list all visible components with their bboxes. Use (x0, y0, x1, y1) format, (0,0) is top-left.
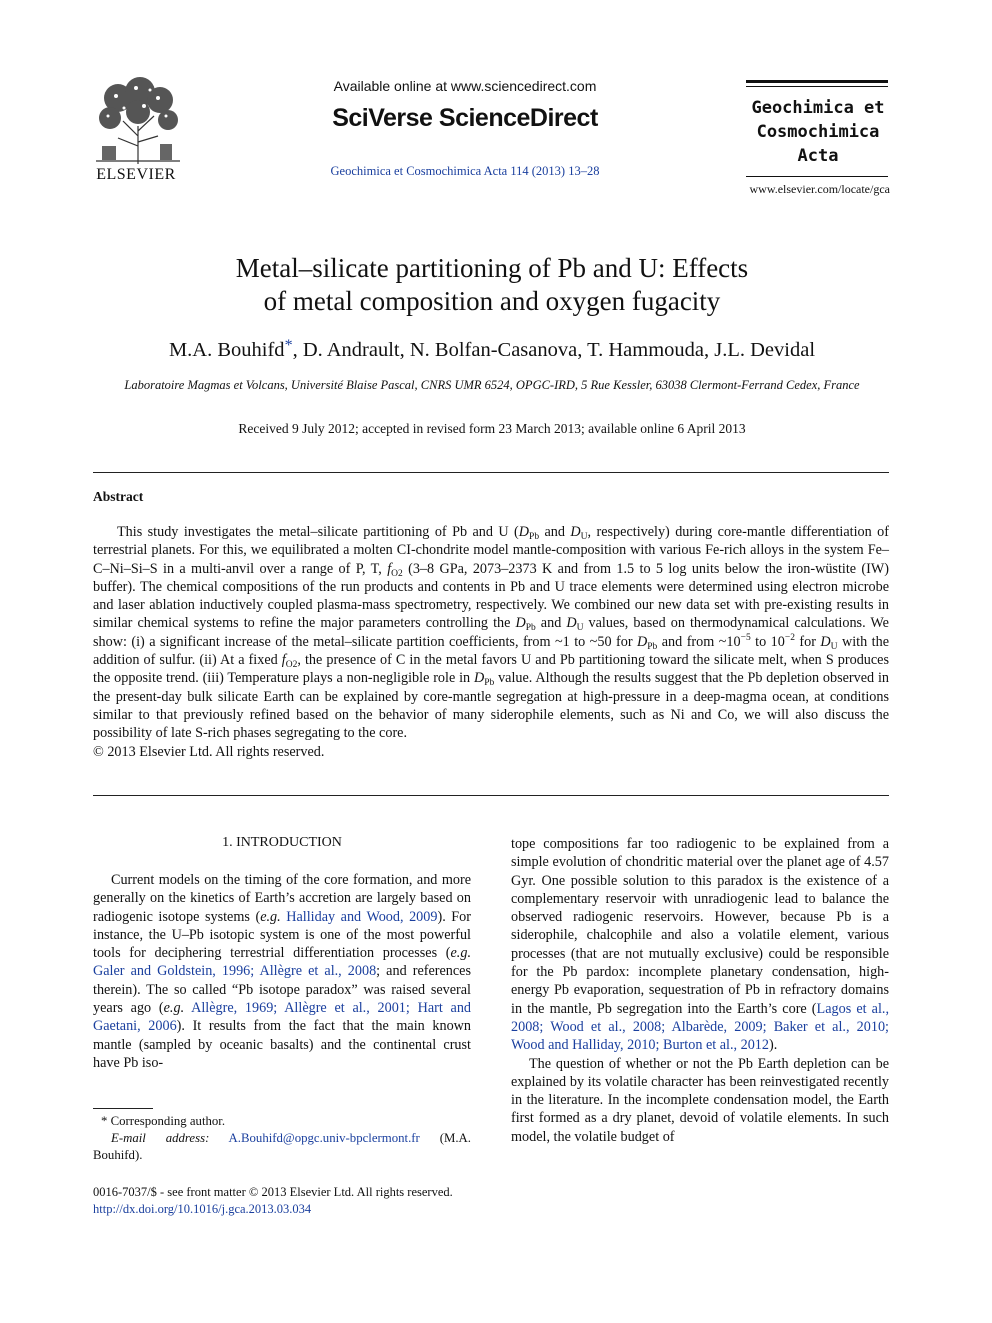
journal-rule-bottom (746, 176, 888, 177)
author-email-link[interactable]: A.Bouhifd@opgc.univ-bpclermont.fr (228, 1131, 420, 1145)
available-online-line: Available online at www.sciencedirect.com (333, 78, 597, 94)
section-heading-introduction: 1. INTRODUCTION (222, 835, 342, 850)
footnote (93, 1113, 471, 1164)
abstract-heading: Abstract (93, 489, 144, 504)
author-list (96, 337, 888, 362)
article-title-line-1: Metal–silicate partitioning of Pb and U: Effects (235, 253, 749, 283)
journal-title-line-2: Cosmochimica (756, 122, 880, 142)
intro-paragraph-1: Current models on the timing of the core formation, and more generally on the kinetics of Earth’s accretion are largely based on radiogenic isotope systems (e.g. Halliday and Wood, 2009). For instance, the U–Pb isotopic system is one of the most powerful tools for deciphering terrestrial differentiation processes (e.g. Galer and Goldstein, 1996; Allègre et al., 2008; and references therein). The so called “Pb isotope paradox” was raised several years ago (e.g. Allègre, 1969; Allègre et al., 2001; Hart and Gaetani, 2006). It results from the fact that the main known mantle (sampled by oceanic basalts) and the continental crust have Pb iso- (93, 872, 472, 1071)
right-column-text (511, 835, 889, 1146)
abstract-copyright: © 2013 Elsevier Ltd. All rights reserved. (93, 743, 325, 760)
article-title-line-2: of metal composition and oxygen fugacity (263, 286, 721, 316)
issn-line: 0016-7037/$ - see front matter © 2013 Elsevier Ltd. All rights reserved. (93, 1185, 453, 1199)
page-footer (93, 1184, 613, 1217)
author-first: M.A. Bouhifd (168, 339, 285, 361)
abstract-rule-bottom (93, 795, 889, 796)
journal-title (740, 96, 896, 168)
article-title (96, 252, 888, 318)
corresponding-author-marker[interactable]: * (284, 337, 293, 354)
footnote-email-tail: (M.A. Bouhifd). (93, 1131, 471, 1162)
journal-rule-top (746, 80, 888, 83)
journal-rule-top-thin (746, 86, 888, 87)
ref-allegre-hart-gaetani[interactable]: Allègre, 1969; Allègre et al., 2001; Hart and Gaetani, 2006 (93, 1000, 472, 1035)
journal-url[interactable]: www.elsevier.com/locate/gca (749, 182, 890, 196)
doi-link[interactable]: http://dx.doi.org/10.1016/j.gca.2013.03.034 (93, 1201, 312, 1216)
journal-title-line-1: Geochimica et (751, 98, 885, 118)
ref-lagos-wood-albarede-baker-burton[interactable]: Lagos et al., 2008; Wood et al., 2008; Albarède, 2009; Baker et al., 2010; Wood and Halliday, 2010; Burton et al., 2012 (511, 1000, 889, 1054)
author-rest: , D. Andrault, N. Bolfan-Casanova, T. Hammouda, J.L. Devidal (292, 339, 816, 361)
journal-title-line-3: Acta (797, 146, 839, 166)
footnote-email-label: E-mail address: (111, 1131, 210, 1145)
intro-paragraph-1-continued: tope compositions far too radiogenic to be explained from a simple evolution of chondritic material over the planet age of 4.57 Gyr. One possible solution to this paradox is the existence of a complementary reservoir with unradiogenic lead to balance the observed radiogenic reservoirs. However, because Pb is a siderophile, chalcophile and also a volatile element, various processes (that are not mutually exclusive) could be responsible for the Pb pardox: incomplete planetary condensation, high-energy Pb evaporation, sequestration of Pb in refractory domains in the mantle, Pb segregation into the Earth’s core (Lagos et al., 2008; Wood et al., 2008; Albarède, 2009; Baker et al., 2010; Wood and Halliday, 2010; Burton et al., 2012). (511, 836, 889, 1054)
footnote-star: * (101, 1114, 108, 1128)
journal-citation-link[interactable]: Geochimica et Cosmochimica Acta 114 (2013) 13–28 (330, 164, 600, 178)
intro-paragraph-2: The question of whether or not the Pb Earth depletion can be explained by its volatile character has been reinvestigated recently in the literature. In the incomplete condensation model, the Earth first formed as a dry planet, devoid of volatile elements. In such model, the volatile budget of (511, 1055, 889, 1145)
ref-halliday-wood-2009[interactable]: Halliday and Wood, 2009 (286, 908, 438, 925)
sciencedirect-brand: SciVerse ScienceDirect (332, 104, 598, 132)
footnote-rule (93, 1108, 153, 1109)
ref-galer-goldstein-allegre[interactable]: Galer and Goldstein, 1996; Allègre et al., 2008 (93, 963, 377, 980)
publisher-logo-text: ELSEVIER (96, 166, 176, 183)
article-dates: Received 9 July 2012; accepted in revised form 23 March 2013; available online 6 April 2013 (238, 421, 746, 436)
abstract-paragraph: This study investigates the metal–silicate partitioning of Pb and U ($D_{Pb}$ and $D_U$, respectively) during core-mantle differentiation of terrestrial planets. For this, we equilibrated a molten CI-chondrite model mantle-composition with various Fe-rich alloys in the system Fe–C–Ni–Si–S in a multi-anvil over a range of P, T, $f_{O2}$ (3–8 GPa, 2073–2373 K and from 1.5 to 5 log units below the iron-wüstite (IW) buffer). The chemical compositions of the run products and contents in Pb and U trace elements were determined using electron microbe and laser ablation inductively coupled plasma-mass spectrometry, respectively. We combined our new data set with pre-existing results in similar chemical systems to refine the major parameters controlling the $D_{Pb}$ and $D_U$ values, based on thermodynamical calculations. We show: (i) a significant increase of the metal–silicate partition coefficients, from ~1 to ~50 for $D_{Pb}$ and from $\sim 10^{-5}$ to $10^{-2}$ for $D_U$ with the addition of sulfur. (ii) At a fixed $f_{O2}$, the presence of C in the metal favors U and Pb partitioning toward the silicate melt, when S produces the opposite trend. (iii) Temperature plays a non-negligible role in $D_{Pb}$ value. Although the results suggest that the Pb depletion observed in the present-day bulk silicate Earth can be explained by core-mantle segregation at high-pressure in a deep-magma ocean, at conditions similar to that previously refined based on the behavior of many siderophile elements, such as Ni and Co, we will also discuss the possibility of late S-rich phases segregating to the core. (93, 524, 889, 742)
abstract-body (93, 523, 889, 761)
footnote-corresponding: Corresponding author. (110, 1114, 226, 1128)
affiliation: Laboratoire Magmas et Volcans, Université Blaise Pascal, CNRS UMR 6524, OPGC-IRD, 5 Rue Kessler, 63038 Clermont-Ferrand Cedex, France (124, 378, 860, 392)
left-column-text (93, 871, 471, 1072)
abstract-rule-top (93, 472, 889, 473)
